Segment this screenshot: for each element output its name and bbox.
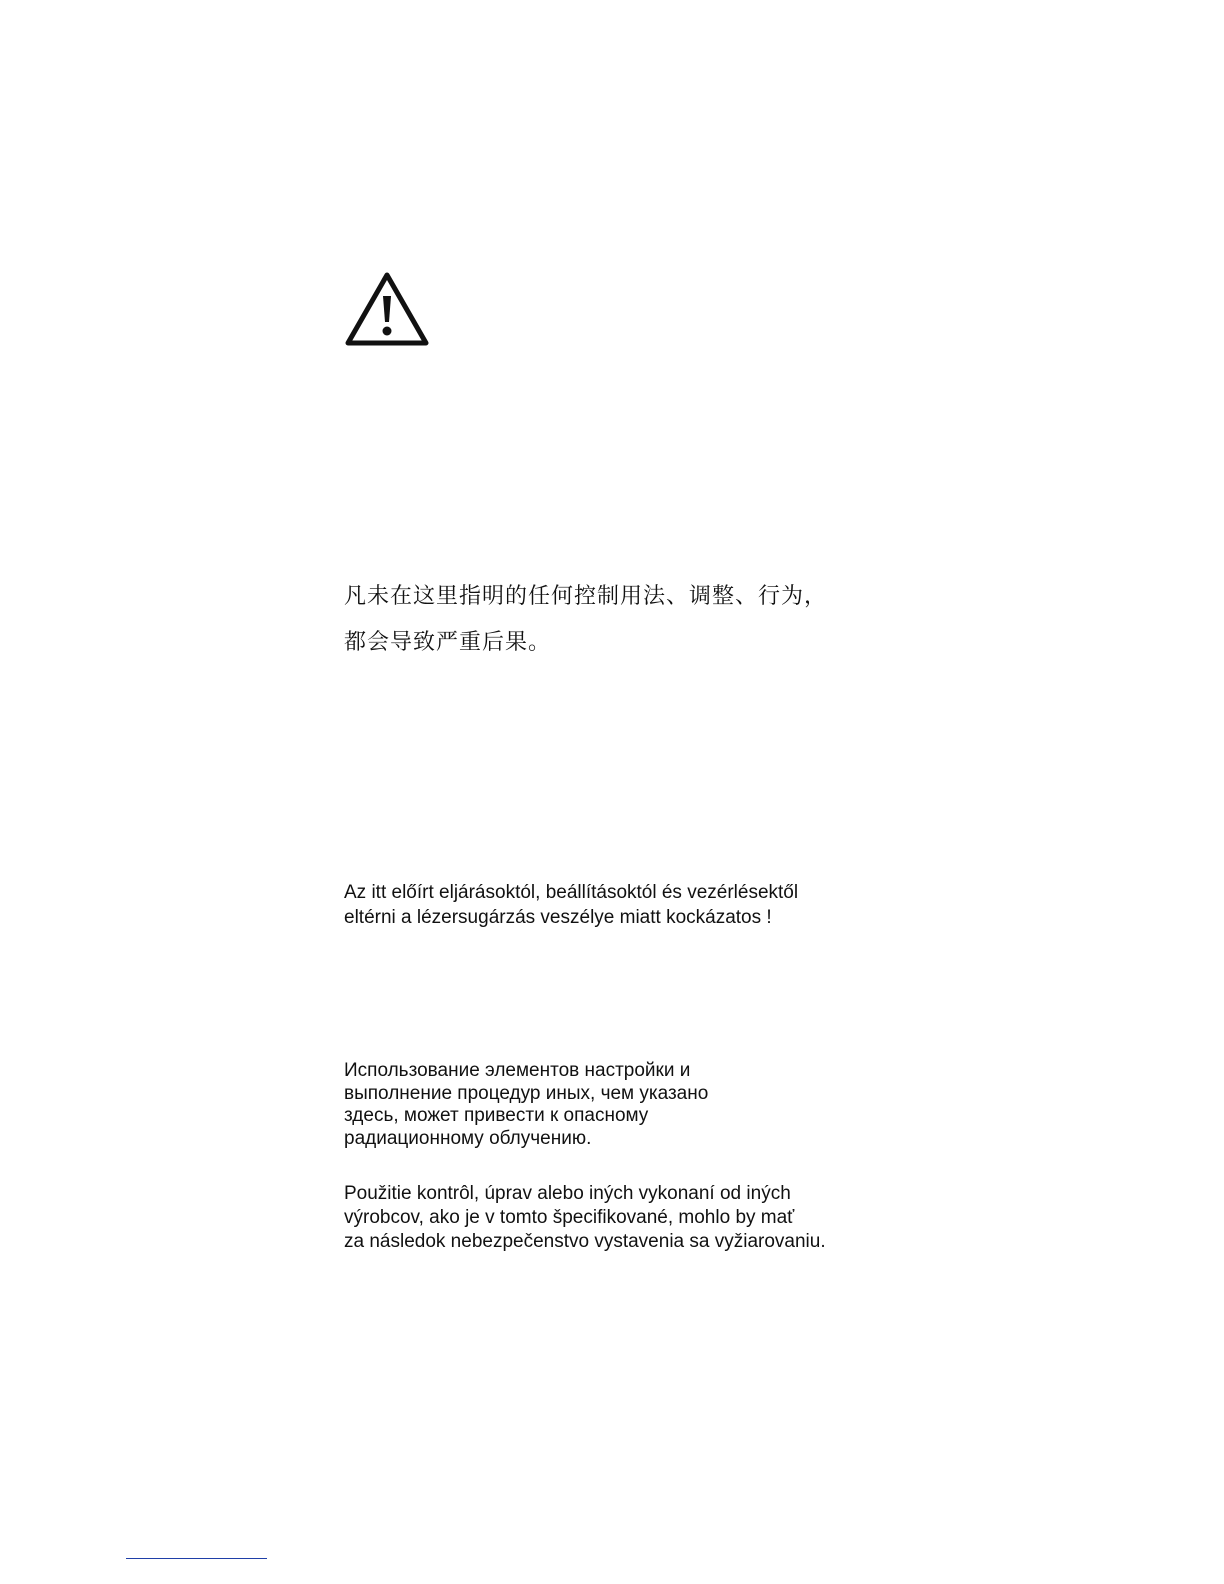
chinese-line-1: 凡未在这里指明的任何控制用法、调整、行为，	[344, 584, 828, 609]
warning-triangle-icon	[344, 270, 430, 348]
warning-text-slovak	[344, 1182, 826, 1254]
slovak-line-2: výrobcov, ako je v tomto špecifikované, mohlo by mať	[344, 1207, 795, 1228]
warning-text-chinese	[344, 574, 827, 666]
russian-line-4: радиационному облучению.	[344, 1127, 592, 1149]
slovak-line-3: za následok nebezpečenstvo vystavenia sa vyžiarovaniu.	[344, 1231, 826, 1252]
footnote-rule	[126, 1558, 267, 1559]
russian-line-3: здесь, может привести к опасному	[344, 1105, 649, 1126]
russian-line-1: Использование элементов настройки и	[344, 1060, 691, 1081]
chinese-line-2: 都会导致严重后果。	[344, 630, 552, 655]
warning-text-russian	[344, 1060, 708, 1150]
hungarian-line-1: Az itt előírt eljárásoktól, beállításoktól és vezérlésektől	[344, 882, 799, 903]
slovak-line-1: Použitie kontrôl, úprav alebo iných vykonaní od iných	[344, 1183, 791, 1204]
hungarian-line-2: eltérni a lézersugárzás veszélye miatt kockázatos !	[344, 907, 772, 928]
russian-line-2: выполнение процедур иных, чем указано	[344, 1082, 709, 1104]
warning-text-hungarian	[344, 880, 798, 930]
